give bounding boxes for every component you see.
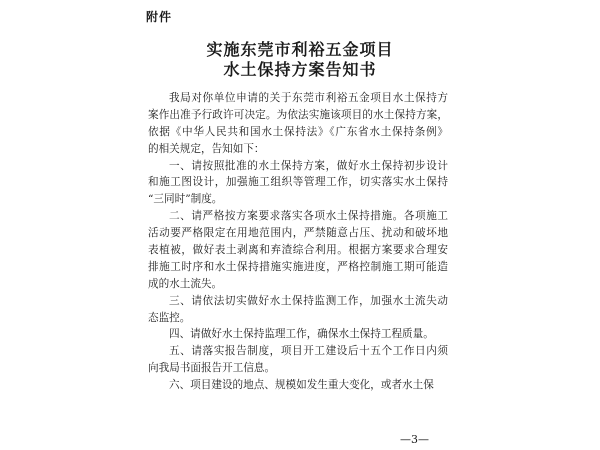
paragraph [148,208,448,292]
paragraph [148,158,448,209]
paragraph-line: 六、项目建设的地点、规模如发生重大变化，或者水土保 [169,379,434,392]
paragraph-line: 我局对你单位申请的关于东莞市利裕五金项目水土保持方 [169,92,448,104]
page-number: —3— [400,433,429,446]
paragraph-line: 和施工图设计，加强施工组织等管理工作，切实落实水土保持 [148,176,448,189]
paragraph-line: “三同时”制度。 [148,193,223,206]
paragraph-line: 表植被，做好表土剥离和弃渣综合利用。根据方案要求合理安 [148,244,448,257]
paragraph-line: 成的水土流失。 [148,277,223,290]
paragraph-line: 二、请严格按方案要求落实各项水土保持措施。各项施工 [169,210,448,223]
paragraph [148,326,448,343]
paragraph [148,377,448,394]
document-title-line-2: 水土保持方案告知书 [223,60,377,79]
attachment-label: 附件 [146,10,173,24]
paragraph-line: 一、请按照批准的水土保持方案，做好水土保持初步设计 [169,159,448,172]
paragraph-line: 态监控。 [148,311,191,324]
paragraph [148,90,448,158]
paragraph-line: 向我局书面报告开工信息。 [148,362,276,375]
paragraph-line: 案作出准予行政许可决定。为依法实施该项目的水土保持方案， [148,108,448,121]
paragraph [148,293,448,327]
paragraph-line: 五、请落实报告制度，项目开工建设后十五个工作日内须 [169,345,448,358]
paragraph-line: 依据《中华人民共和国水土保持法》《广东省水土保持条例》 [148,125,448,138]
paragraph-line: 三、请依法切实做好水土保持监测工作，加强水土流失动 [169,294,448,307]
document-title-line-1: 实施东莞市利裕五金项目 [206,40,394,59]
paragraph [148,343,448,377]
paragraph-line: 四、请做好水土保持监理工作，确保水土保持工程质量。 [169,328,434,341]
paragraph-line: 的相关规定，告知如下： [148,142,265,155]
paragraph-line: 活动要严格限定在用地范围内，严禁随意占压、扰动和破坏地 [148,227,448,240]
document-body [148,90,448,394]
paragraph-line: 排施工时序和水土保持措施实施进度，严格控制施工期可能造 [148,260,448,273]
